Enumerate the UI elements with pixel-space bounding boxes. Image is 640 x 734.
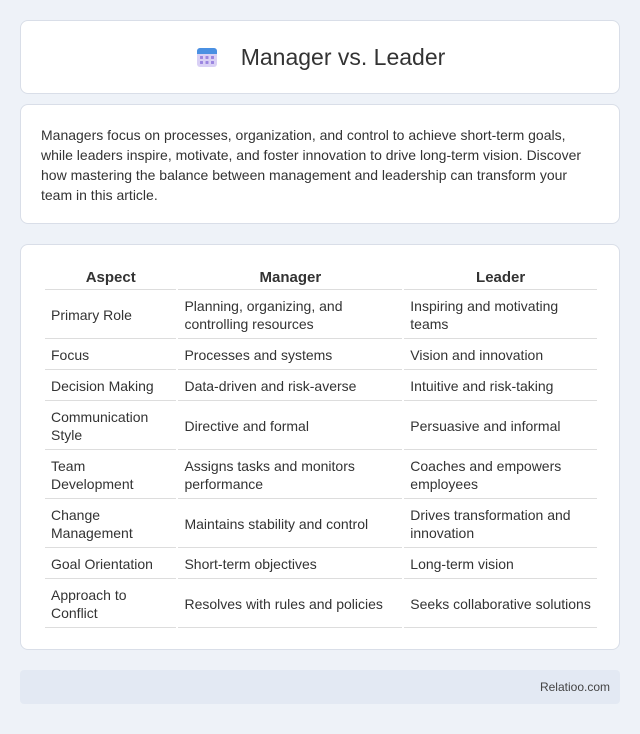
footer — [20, 670, 620, 704]
table-cell-aspect: Team Development — [45, 452, 176, 499]
title-card — [20, 20, 620, 94]
table-cell-leader: Vision and innovation — [404, 341, 597, 370]
footer-brand: Relatioo.com — [539, 680, 610, 694]
table-cell-aspect: Change Management — [45, 501, 176, 548]
table-cell-leader: Intuitive and risk-taking — [404, 372, 597, 401]
table-row — [45, 403, 597, 450]
table-cell-manager: Data-driven and risk-averse — [178, 372, 402, 401]
table-cell-aspect: Goal Orientation — [45, 550, 176, 579]
column-header-leader: Leader — [404, 267, 597, 290]
comparison-card — [20, 244, 620, 650]
table-row — [45, 372, 597, 401]
table-cell-aspect: Decision Making — [45, 372, 176, 401]
intro-text: Managers focus on processes, organization, and control to achieve short-term goals, while leaders inspire, motivate, and foster innovation to drive long-term vision. Discover how mastering the balance between management and leadership can transform your team in this article. — [41, 127, 582, 203]
column-header-manager: Manager — [178, 267, 402, 290]
table-row — [45, 501, 597, 548]
page-title: Manager vs. Leader — [240, 43, 446, 70]
column-header-aspect: Aspect — [45, 267, 176, 290]
table-cell-leader: Inspiring and motivating teams — [404, 292, 597, 339]
table-cell-aspect: Primary Role — [45, 292, 176, 339]
table-cell-leader: Drives transformation and innovation — [404, 501, 597, 548]
table-cell-aspect: Approach to Conflict — [45, 581, 176, 628]
comparison-table — [43, 265, 599, 630]
table-cell-manager: Processes and systems — [178, 341, 402, 370]
table-cell-manager: Resolves with rules and policies — [178, 581, 402, 628]
table-cell-manager: Short-term objectives — [178, 550, 402, 579]
table-cell-aspect: Focus — [45, 341, 176, 370]
calendar-icon — [195, 45, 219, 69]
table-row — [45, 452, 597, 499]
table-row — [45, 550, 597, 579]
table-cell-leader: Seeks collaborative solutions — [404, 581, 597, 628]
table-cell-leader: Coaches and empowers employees — [404, 452, 597, 499]
table-header-row — [45, 267, 597, 290]
table-cell-manager: Planning, organizing, and controlling resources — [178, 292, 402, 339]
table-cell-manager: Maintains stability and control — [178, 501, 402, 548]
table-row — [45, 581, 597, 628]
table-cell-aspect: Communication Style — [45, 403, 176, 450]
table-cell-manager: Directive and formal — [178, 403, 402, 450]
table-row — [45, 292, 597, 339]
intro-card — [20, 104, 620, 224]
table-row — [45, 341, 597, 370]
table-cell-manager: Assigns tasks and monitors performance — [178, 452, 402, 499]
table-cell-leader: Persuasive and informal — [404, 403, 597, 450]
table-cell-leader: Long-term vision — [404, 550, 597, 579]
